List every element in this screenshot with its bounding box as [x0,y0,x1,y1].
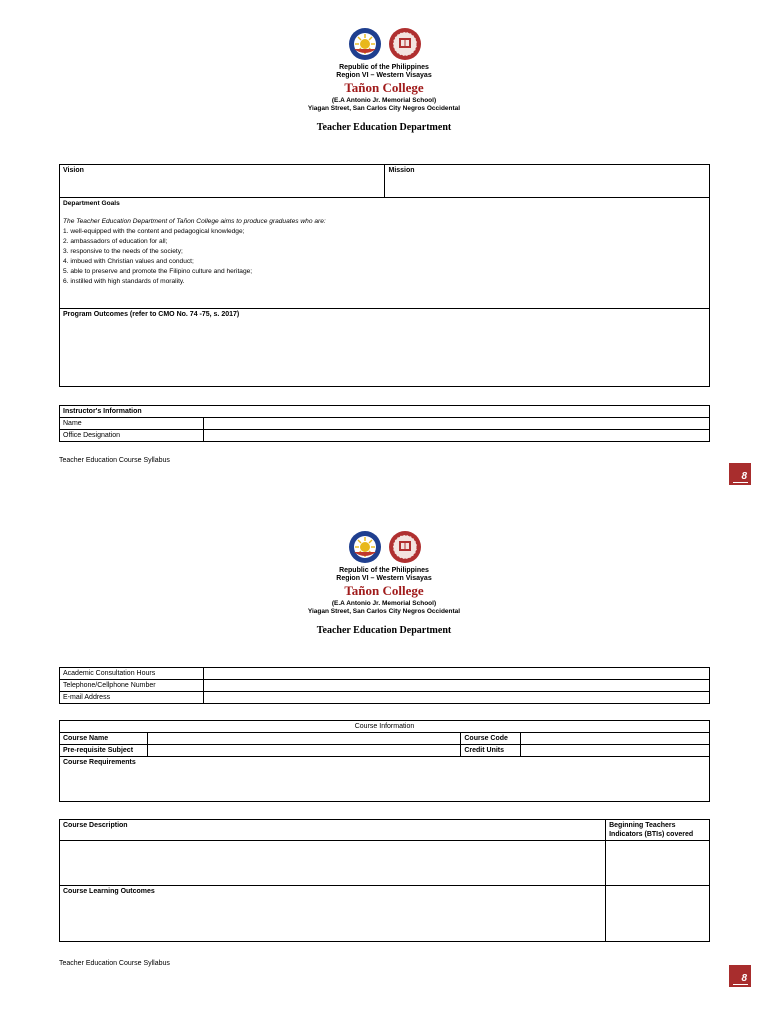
philippine-seal-icon [348,27,382,61]
department-title: Teacher Education Department [316,625,452,636]
goal-item: 3. responsive to the needs of the society; [63,248,183,255]
department-title: Teacher Education Department [316,122,452,133]
prereq-field[interactable] [147,745,460,757]
btis-label-line1: Beginning Teachers [609,822,676,829]
goal-item: 5. able to preserve and promote the Filipino culture and heritage; [63,268,253,275]
course-info-table [59,720,710,802]
vision-cell[interactable]: Vision [60,165,385,198]
page-2 [0,503,768,1008]
office-field[interactable] [203,430,709,442]
email-field[interactable] [203,692,709,704]
course-name-field[interactable] [147,733,460,745]
course-requirements-cell[interactable]: Course Requirements [60,757,710,802]
course-code-field[interactable] [521,733,710,745]
btis-field[interactable] [606,841,710,886]
consult-label: Academic Consultation Hours [60,668,204,680]
program-outcomes-cell[interactable]: Program Outcomes (refer to CMO No. 74 -75, s. 2017) [60,309,710,387]
college-name: Tañon College [344,583,424,598]
goal-item: 4. imbued with Christian values and conduct; [63,258,194,265]
course-code-label: Course Code [461,733,521,745]
republic-text: Republic of the Philippines [339,64,429,71]
consultation-table [59,667,710,704]
credit-units-field[interactable] [521,745,710,757]
footer-text: Teacher Education Course Syllabus [59,457,170,464]
college-seal-icon [388,27,422,61]
republic-text: Republic of the Philippines [339,567,429,574]
instructor-info-header: Instructor's Information [60,406,710,418]
page-number-badge: 8 [729,463,751,485]
goals-label: Department Goals [63,200,120,207]
course-info-header: Course Information [60,721,710,733]
memorial-text: (E.A Antonio Jr. Memorial School) [331,97,437,104]
college-logos [346,530,426,566]
page-number-badge: 8 [729,965,751,987]
college-logos [346,27,426,63]
consult-field[interactable] [203,668,709,680]
footer-text: Teacher Education Course Syllabus [59,960,170,967]
phone-label: Telephone/Cellphone Number [60,680,204,692]
course-description-label: Course Description [60,820,606,841]
course-description-field[interactable] [60,841,606,886]
memorial-text: (E.A Antonio Jr. Memorial School) [331,600,437,607]
btis-label-line2: Indicators (BTIs) covered [609,831,694,838]
goals-intro: The Teacher Education Department of Tañon College aims to produce graduates who are: [63,218,326,225]
philippine-seal-icon [348,530,382,564]
address-text: Yiagan Street, San Carlos City Negros Occidental [307,608,461,615]
prereq-label: Pre-requisite Subject [60,745,148,757]
course-name-label: Course Name [60,733,148,745]
region-text: Region VI – Western Visayas [336,72,432,79]
btis-header [606,820,710,841]
email-label: E-mail Address [60,692,204,704]
name-label: Name [60,418,204,430]
course-description-table [59,819,710,942]
goal-item: 2. ambassadors of education for all; [63,238,168,245]
department-goals-cell [60,198,710,309]
phone-field[interactable] [203,680,709,692]
instructor-info-table [59,405,710,442]
clo-cell[interactable]: Course Learning Outcomes [60,886,606,942]
page-1 [0,0,768,505]
goal-item: 1. well-equipped with the content and pedagogical knowledge; [63,228,245,235]
goal-item: 6. instilled with high standards of morality. [63,278,185,285]
region-text: Region VI – Western Visayas [336,575,432,582]
office-label: Office Designation [60,430,204,442]
college-name: Tañon College [344,80,424,95]
credit-units-label: Credit Units [461,745,521,757]
address-text: Yiagan Street, San Carlos City Negros Occidental [307,105,461,112]
mission-cell[interactable]: Mission [385,165,710,198]
name-field[interactable] [203,418,709,430]
vision-mission-table [59,164,710,387]
clo-btis-field[interactable] [606,886,710,942]
college-seal-icon [388,530,422,564]
